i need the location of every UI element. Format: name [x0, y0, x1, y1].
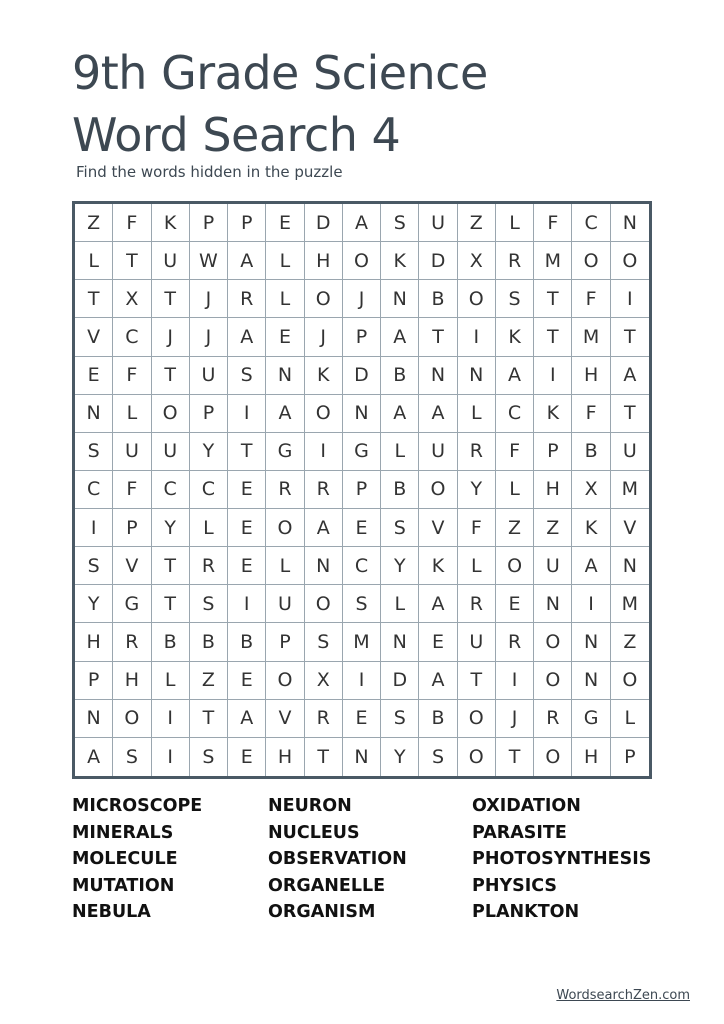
grid-cell[interactable]: M — [572, 318, 610, 356]
grid-cell[interactable]: N — [75, 700, 113, 738]
grid-cell[interactable]: C — [496, 395, 534, 433]
grid-cell[interactable]: A — [611, 357, 649, 395]
grid-cell[interactable]: U — [190, 357, 228, 395]
grid-cell[interactable]: F — [496, 433, 534, 471]
grid-cell[interactable]: H — [75, 623, 113, 661]
grid-cell[interactable]: T — [152, 585, 190, 623]
word-item: OBSERVATION — [268, 849, 407, 869]
grid-cell[interactable]: O — [534, 623, 572, 661]
grid-cell[interactable]: P — [343, 471, 381, 509]
grid-cell[interactable]: O — [458, 738, 496, 776]
grid-cell[interactable]: L — [496, 471, 534, 509]
grid-cell[interactable]: E — [419, 623, 457, 661]
grid-cell[interactable]: L — [190, 509, 228, 547]
grid-cell[interactable]: Y — [458, 471, 496, 509]
grid-cell[interactable]: U — [152, 242, 190, 280]
grid-cell[interactable]: Z — [496, 509, 534, 547]
word-item: MINERALS — [72, 822, 174, 843]
grid-cell[interactable]: C — [343, 547, 381, 585]
grid-cell[interactable]: E — [266, 318, 304, 356]
grid-cell[interactable]: N — [343, 738, 381, 776]
grid-cell[interactable]: N — [419, 357, 457, 395]
grid-cell[interactable]: E — [266, 204, 304, 242]
grid-cell[interactable]: L — [113, 395, 151, 433]
grid-cell[interactable]: T — [113, 242, 151, 280]
grid-cell[interactable]: S — [343, 585, 381, 623]
grid-cell[interactable]: F — [113, 204, 151, 242]
grid-cell[interactable]: C — [190, 471, 228, 509]
grid-cell[interactable]: M — [343, 623, 381, 661]
grid-cell[interactable]: O — [305, 585, 343, 623]
grid-cell[interactable]: K — [152, 204, 190, 242]
grid-cell[interactable]: C — [152, 471, 190, 509]
grid-cell[interactable]: R — [534, 700, 572, 738]
grid-cell[interactable]: F — [534, 204, 572, 242]
grid-cell[interactable]: A — [343, 204, 381, 242]
grid-cell[interactable]: L — [611, 700, 649, 738]
grid-cell[interactable]: H — [266, 738, 304, 776]
word-item: ORGANELLE — [268, 875, 386, 896]
grid-cell[interactable]: Y — [75, 585, 113, 623]
grid-cell[interactable]: I — [152, 700, 190, 738]
grid-cell[interactable]: K — [496, 318, 534, 356]
grid-cell[interactable]: A — [419, 662, 457, 700]
grid-cell[interactable]: O — [266, 509, 304, 547]
grid-cell[interactable]: R — [190, 547, 228, 585]
grid-cell[interactable]: D — [305, 204, 343, 242]
grid-cell[interactable]: J — [152, 318, 190, 356]
grid-cell[interactable]: W — [190, 242, 228, 280]
grid-cell[interactable]: N — [343, 395, 381, 433]
grid-cell[interactable]: A — [381, 395, 419, 433]
grid-cell[interactable]: N — [381, 623, 419, 661]
grid-cell[interactable]: N — [458, 357, 496, 395]
grid-cell[interactable]: N — [75, 395, 113, 433]
grid-cell[interactable]: K — [534, 395, 572, 433]
grid-cell[interactable]: D — [419, 242, 457, 280]
grid-cell[interactable]: Y — [381, 547, 419, 585]
grid-cell[interactable]: D — [343, 357, 381, 395]
grid-cell[interactable]: N — [266, 357, 304, 395]
grid-cell[interactable]: T — [534, 318, 572, 356]
grid-cell[interactable]: V — [266, 700, 304, 738]
grid-cell[interactable]: R — [458, 585, 496, 623]
grid-cell[interactable]: T — [611, 395, 649, 433]
grid-cell[interactable]: S — [75, 547, 113, 585]
grid-cell[interactable]: U — [419, 433, 457, 471]
grid-cell[interactable]: N — [305, 547, 343, 585]
grid-cell[interactable]: T — [75, 280, 113, 318]
grid-cell[interactable]: V — [419, 509, 457, 547]
grid-cell[interactable]: H — [572, 738, 610, 776]
grid-cell[interactable]: T — [190, 700, 228, 738]
grid-cell[interactable]: O — [305, 395, 343, 433]
grid-cell[interactable]: F — [572, 395, 610, 433]
grid-cell[interactable]: T — [228, 433, 266, 471]
grid-cell[interactable]: A — [419, 395, 457, 433]
grid-cell[interactable]: L — [381, 433, 419, 471]
grid-cell[interactable]: U — [419, 204, 457, 242]
grid-cell[interactable]: O — [458, 280, 496, 318]
grid-cell[interactable]: Z — [611, 623, 649, 661]
title-line-2: Word Search 4 — [72, 108, 401, 162]
grid-cell[interactable]: O — [305, 280, 343, 318]
grid-cell[interactable]: B — [228, 623, 266, 661]
grid-cell[interactable]: I — [611, 280, 649, 318]
grid-cell[interactable]: K — [305, 357, 343, 395]
grid-cell[interactable]: Y — [152, 509, 190, 547]
grid-cell[interactable]: I — [152, 738, 190, 776]
grid-cell[interactable]: F — [113, 471, 151, 509]
grid-cell[interactable]: A — [228, 318, 266, 356]
grid-cell[interactable]: P — [534, 433, 572, 471]
grid-cell[interactable]: L — [458, 547, 496, 585]
grid-cell[interactable]: A — [305, 509, 343, 547]
grid-cell[interactable]: R — [496, 242, 534, 280]
grid-cell[interactable]: U — [266, 585, 304, 623]
word-item: OXIDATION — [472, 796, 581, 816]
grid-cell[interactable]: M — [534, 242, 572, 280]
word-item: MOLECULE — [72, 849, 178, 869]
grid-cell[interactable]: K — [381, 242, 419, 280]
grid-cell[interactable]: B — [381, 471, 419, 509]
grid-cell[interactable]: B — [419, 700, 457, 738]
grid-cell[interactable]: E — [496, 585, 534, 623]
grid-cell[interactable]: L — [266, 280, 304, 318]
grid-cell[interactable]: R — [458, 433, 496, 471]
word-item: MICROSCOPE — [72, 796, 203, 816]
grid-cell[interactable]: A — [572, 547, 610, 585]
grid-cell[interactable]: Z — [458, 204, 496, 242]
grid-cell[interactable]: P — [113, 509, 151, 547]
grid-cell[interactable]: O — [496, 547, 534, 585]
grid-cell[interactable]: R — [266, 471, 304, 509]
grid-cell[interactable]: L — [75, 242, 113, 280]
grid-cell[interactable]: T — [152, 280, 190, 318]
title-line-1: 9th Grade Science — [72, 46, 488, 100]
word-item: NUCLEUS — [268, 822, 360, 843]
grid-cell[interactable]: P — [624, 745, 636, 768]
grid-cell[interactable]: I — [75, 509, 113, 547]
grid-cell[interactable]: H — [572, 357, 610, 395]
grid-cell[interactable]: F — [458, 509, 496, 547]
grid-cell[interactable]: P — [228, 204, 266, 242]
grid-cell[interactable]: I — [228, 395, 266, 433]
word-item: PLANKTON — [472, 902, 580, 922]
grid-cell[interactable]: K — [572, 509, 610, 547]
grid-cell[interactable]: S — [190, 585, 228, 623]
grid-cell[interactable]: O — [611, 242, 649, 280]
grid-cell[interactable]: O — [152, 395, 190, 433]
grid-cell[interactable]: E — [343, 700, 381, 738]
grid-cell[interactable]: J — [190, 318, 228, 356]
grid-cell[interactable]: N — [611, 204, 649, 242]
grid-cell[interactable]: N — [381, 280, 419, 318]
grid-cell[interactable]: C — [113, 318, 151, 356]
grid-cell[interactable]: Y — [190, 433, 228, 471]
grid-cell[interactable]: E — [75, 357, 113, 395]
grid-cell[interactable]: P — [343, 318, 381, 356]
instructions-text: Find the words hidden in the puzzle — [76, 163, 343, 181]
grid-cell[interactable]: E — [343, 509, 381, 547]
grid-cell[interactable]: O — [534, 662, 572, 700]
grid-cell[interactable]: I — [496, 662, 534, 700]
grid-cell[interactable]: R — [305, 700, 343, 738]
grid-cell[interactable]: O — [458, 700, 496, 738]
word-item: MUTATION — [72, 875, 175, 896]
grid-cell[interactable]: I — [228, 585, 266, 623]
grid-cell[interactable]: A — [419, 585, 457, 623]
grid-cell[interactable]: A — [496, 357, 534, 395]
grid-cell[interactable]: U — [534, 547, 572, 585]
grid-cell[interactable]: A — [266, 395, 304, 433]
word-item: NEURON — [268, 796, 352, 816]
grid-cell[interactable]: H — [305, 242, 343, 280]
grid-cell[interactable]: P — [190, 395, 228, 433]
grid-cell[interactable]: I — [343, 662, 381, 700]
grid-cell[interactable]: Z — [75, 204, 113, 242]
grid-cell[interactable]: O — [419, 471, 457, 509]
grid-cell[interactable]: Z — [534, 509, 572, 547]
grid-cell[interactable]: R — [228, 280, 266, 318]
grid-cell[interactable]: N — [572, 662, 610, 700]
grid-cell[interactable]: R — [496, 623, 534, 661]
grid-cell[interactable]: U — [611, 433, 649, 471]
word-item: PHYSICS — [472, 875, 558, 896]
grid-cell[interactable]: U — [458, 623, 496, 661]
grid-cell[interactable]: I — [572, 585, 610, 623]
grid-cell[interactable]: A — [228, 700, 266, 738]
grid-cell[interactable]: E — [228, 471, 266, 509]
word-list-column-1 — [72, 793, 268, 926]
grid-cell[interactable]: L — [152, 662, 190, 700]
grid-cell[interactable]: G — [113, 585, 151, 623]
grid-cell[interactable]: M — [611, 585, 649, 623]
footer-site-link[interactable]: WordsearchZen.com — [556, 988, 690, 1003]
grid-cell[interactable]: P — [75, 662, 113, 700]
grid-cell[interactable]: K — [419, 547, 457, 585]
grid-cell[interactable]: F — [572, 280, 610, 318]
grid-cell[interactable]: H — [113, 662, 151, 700]
grid-cell[interactable]: L — [458, 395, 496, 433]
grid-cell[interactable]: U — [152, 433, 190, 471]
grid-cell[interactable]: S — [381, 204, 419, 242]
grid-cell[interactable]: D — [381, 662, 419, 700]
grid-cell[interactable]: H — [534, 471, 572, 509]
grid-cell[interactable]: T — [458, 662, 496, 700]
grid-cell[interactable]: T — [611, 318, 649, 356]
grid-cell[interactable]: T — [534, 280, 572, 318]
grid-cell[interactable]: E — [228, 547, 266, 585]
word-item: ORGANISM — [268, 902, 376, 922]
grid-cell[interactable]: L — [266, 547, 304, 585]
grid-cell[interactable]: B — [381, 357, 419, 395]
grid-cell[interactable]: N — [534, 585, 572, 623]
grid-cell[interactable]: Y — [381, 738, 419, 776]
grid-cell[interactable]: O — [343, 242, 381, 280]
grid-cell[interactable]: T — [152, 547, 190, 585]
grid-cell[interactable]: O — [611, 662, 649, 700]
grid-cell[interactable]: B — [572, 433, 610, 471]
grid-cell[interactable]: O — [113, 700, 151, 738]
grid-cell[interactable]: V — [75, 318, 113, 356]
page-title — [72, 42, 488, 166]
grid-cell[interactable]: T — [496, 738, 534, 776]
grid-cell[interactable]: O — [266, 662, 304, 700]
grid-cell[interactable]: N — [572, 623, 610, 661]
grid-cell[interactable]: B — [419, 280, 457, 318]
grid-cell[interactable]: O — [572, 242, 610, 280]
grid-cell[interactable]: U — [113, 433, 151, 471]
grid-cell[interactable]: G — [266, 433, 304, 471]
grid-cell[interactable]: V — [113, 547, 151, 585]
grid-cell[interactable]: L — [496, 204, 534, 242]
grid-cell[interactable]: B — [152, 623, 190, 661]
grid-cell[interactable]: B — [190, 623, 228, 661]
grid-cell[interactable]: J — [305, 318, 343, 356]
grid-cell[interactable]: E — [228, 662, 266, 700]
grid-cell[interactable]: V — [611, 509, 649, 547]
grid-cell[interactable]: G — [572, 700, 610, 738]
grid-cell[interactable]: R — [305, 471, 343, 509]
grid-cell[interactable]: C — [75, 471, 113, 509]
grid-cell[interactable]: S — [305, 623, 343, 661]
word-list-column-2 — [268, 793, 472, 926]
grid-cell[interactable]: X — [458, 242, 496, 280]
grid-cell[interactable]: A — [228, 242, 266, 280]
word-item: PARASITE — [472, 822, 567, 843]
grid-cell[interactable]: S — [381, 509, 419, 547]
grid-cell[interactable]: S — [496, 280, 534, 318]
grid-cell[interactable]: L — [381, 585, 419, 623]
grid-cell[interactable]: J — [190, 280, 228, 318]
grid-cell[interactable]: X — [305, 662, 343, 700]
grid-cell[interactable]: T — [152, 357, 190, 395]
grid-cell[interactable]: E — [228, 509, 266, 547]
grid-cell[interactable]: P — [190, 204, 228, 242]
word-list — [72, 793, 672, 926]
grid-cell[interactable]: A — [381, 318, 419, 356]
grid-cell[interactable]: I — [534, 357, 572, 395]
word-list-column-3 — [472, 793, 672, 926]
grid-cell[interactable]: S — [419, 738, 457, 776]
grid-cell[interactable]: X — [113, 280, 151, 318]
grid-cell[interactable]: N — [611, 547, 649, 585]
grid-cell[interactable]: S — [113, 738, 151, 776]
grid-cell[interactable]: S — [381, 700, 419, 738]
puzzle-grid — [72, 201, 652, 779]
grid-cell[interactable]: J — [496, 700, 534, 738]
word-item: PHOTOSYNTHESIS — [472, 849, 652, 869]
grid-cell[interactable]: I — [458, 318, 496, 356]
grid-cell[interactable]: R — [113, 623, 151, 661]
grid-cell[interactable]: J — [343, 280, 381, 318]
grid-cell[interactable]: Z — [190, 662, 228, 700]
grid-cell[interactable]: E — [228, 738, 266, 776]
grid-cell[interactable]: O — [534, 738, 572, 776]
grid-cell[interactable]: I — [305, 433, 343, 471]
grid-cell[interactable]: L — [266, 242, 304, 280]
grid-cell[interactable]: P — [266, 623, 304, 661]
grid-cell[interactable]: C — [572, 204, 610, 242]
word-item: NEBULA — [72, 902, 151, 922]
grid-cell[interactable]: T — [305, 738, 343, 776]
grid-cell[interactable]: F — [113, 357, 151, 395]
grid-cell[interactable]: M — [611, 471, 649, 509]
grid-cell[interactable]: S — [190, 738, 228, 776]
grid-cell[interactable]: S — [228, 357, 266, 395]
grid-cell[interactable]: S — [75, 433, 113, 471]
grid-cell[interactable]: X — [572, 471, 610, 509]
grid-cell[interactable]: G — [343, 433, 381, 471]
grid-cell[interactable]: T — [419, 318, 457, 356]
grid-cell[interactable]: A — [75, 738, 113, 776]
